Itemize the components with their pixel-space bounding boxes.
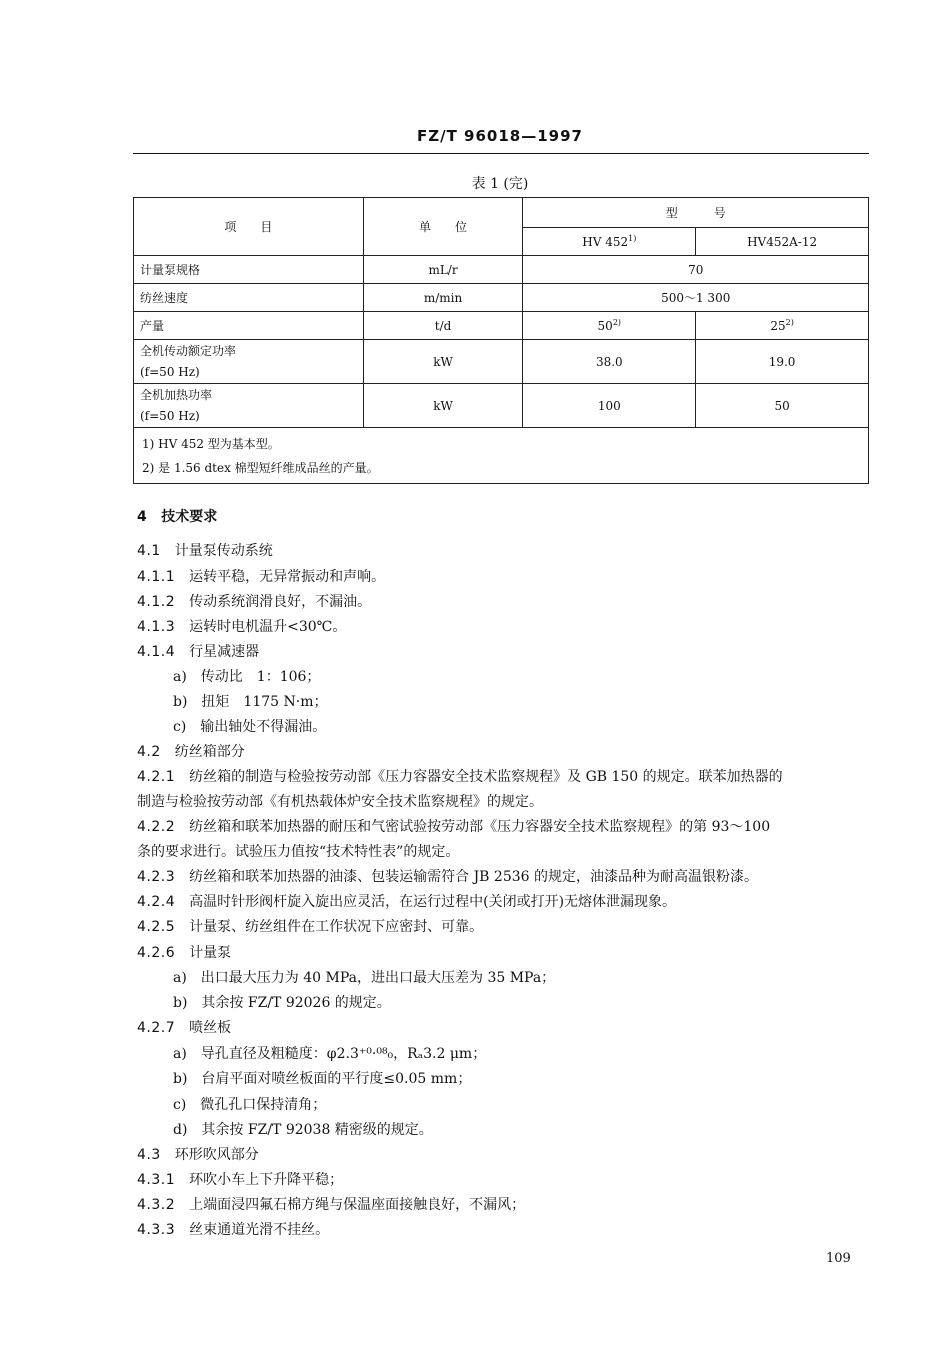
- row-label: 产量: [134, 312, 364, 340]
- footnote: 1) HV 452 型为基本型。: [142, 436, 280, 451]
- table-row: [134, 284, 869, 312]
- clause-4-2-1: 4.2.1 纺丝箱的制造与检验按劳动部《压力容器安全技术监察规程》及 GB 150 的规定。联苯加热器的: [137, 769, 783, 785]
- clause-4-1-2: 4.1.2 传动系统润滑良好，不漏油。: [137, 594, 372, 610]
- header-item: 项 目: [134, 198, 364, 256]
- row-unit: mL/r: [363, 256, 523, 284]
- row-value-a: 100: [523, 384, 696, 428]
- table-row: [134, 340, 869, 384]
- list-item: b) 扭矩 1175 N·m；: [173, 694, 328, 710]
- header-model: 型 号: [523, 198, 869, 228]
- list-item: b) 其余按 FZ/T 92026 的规定。: [173, 995, 391, 1011]
- row-value: 70: [523, 256, 869, 284]
- clause-4-1-4: 4.1.4 行星减速器: [137, 644, 260, 660]
- row-unit: kW: [363, 384, 523, 428]
- row-value-b: 25$^{2)}$: [696, 312, 869, 340]
- table-row: [134, 312, 869, 340]
- clause-4-2-6: 4.2.6 计量泵: [137, 945, 232, 961]
- row-label: 纺丝速度: [134, 284, 364, 312]
- standard-code-header: FZ/T 96018—1997: [417, 127, 583, 145]
- row-label: 计量泵规格: [134, 256, 364, 284]
- row-unit: m/min: [363, 284, 523, 312]
- list-item: b) 台肩平面对喷丝板面的平行度≤0.05 mm；: [173, 1071, 472, 1087]
- row-label: 全机加热功率 (f=50 Hz): [134, 384, 364, 428]
- table-row: [134, 256, 869, 284]
- clause-4-2-7: 4.2.7 喷丝板: [137, 1020, 232, 1036]
- header-model-a: HV 452$^{1)}$: [523, 228, 696, 256]
- list-item: a) 出口最大压力为 40 MPa，进出口最大压差为 35 MPa；: [173, 970, 556, 986]
- clause-4-3: 4.3 环形吹风部分: [137, 1147, 259, 1163]
- clause-4-3-1: 4.3.1 环吹小车上下升降平稳；: [137, 1172, 344, 1188]
- clause-4-1: 4.1 计量泵传动系统: [137, 543, 273, 559]
- row-value-b: 19.0: [696, 340, 869, 384]
- footnote: 2) 是 1.56 dtex 棉型短纤维成品丝的产量。: [142, 460, 379, 475]
- clause-4-2-4: 4.2.4 高温时针形阀杆旋入旋出应灵活，在运行过程中(关闭或打开)无熔体泄漏现象。: [137, 894, 677, 910]
- row-unit: kW: [363, 340, 523, 384]
- clause-4-2-1-cont: 制造与检验按劳动部《有机热载体炉安全技术监察规程》的规定。: [137, 794, 543, 810]
- row-unit: t/d: [363, 312, 523, 340]
- list-item: c) 微孔孔口保持清角；: [173, 1097, 327, 1113]
- row-value-b: 50: [696, 384, 869, 428]
- row-value-a: 50$^{2)}$: [523, 312, 696, 340]
- clause-4-3-3: 4.3.3 丝束通道光滑不挂丝。: [137, 1222, 330, 1238]
- table-footnotes: [134, 428, 869, 484]
- list-item: c) 输出轴处不得漏油。: [173, 719, 327, 735]
- header-unit: 单 位: [363, 198, 523, 256]
- row-label: 全机传动额定功率 (f=50 Hz): [134, 340, 364, 384]
- clause-4-2: 4.2 纺丝箱部分: [137, 744, 245, 760]
- header-rule: [133, 153, 869, 154]
- table-row: [134, 384, 869, 428]
- section-4: 4 技术要求: [137, 509, 218, 525]
- row-value-a: 38.0: [523, 340, 696, 384]
- clause-4-1-3: 4.1.3 运转时电机温升<30℃。: [137, 619, 347, 635]
- table-caption: 表 1 (完): [471, 176, 529, 192]
- spec-table: [133, 197, 869, 484]
- page-number: 109: [826, 1251, 851, 1266]
- clause-4-2-2-cont: 条的要求进行。试验压力值按“技术特性表”的规定。: [137, 844, 460, 860]
- clause-4-2-3: 4.2.3 纺丝箱和联苯加热器的油漆、包装运输需符合 JB 2536 的规定，油漆品种为耐高温银粉漆。: [137, 869, 759, 885]
- row-value: 500～1 300: [523, 284, 869, 312]
- clause-4-2-5: 4.2.5 计量泵、纺丝组件在工作状况下应密封、可靠。: [137, 919, 484, 935]
- list-item: a) 传动比 1：106；: [173, 669, 321, 685]
- list-item: d) 其余按 FZ/T 92038 精密级的规定。: [173, 1122, 433, 1138]
- clause-4-1-1: 4.1.1 运转平稳，无异常振动和声响。: [137, 569, 386, 585]
- header-model-b: HV452A-12: [696, 228, 869, 256]
- clause-4-3-2: 4.3.2 上端面浸四氟石棉方绳与保温座面接触良好，不漏风；: [137, 1197, 526, 1213]
- list-item: a) 导孔直径及粗糙度：φ2.3⁺⁰·⁰⁸₀，Rₐ3.2 μm；: [173, 1046, 487, 1062]
- clause-4-2-2: 4.2.2 纺丝箱和联苯加热器的耐压和气密试验按劳动部《压力容器安全技术监察规程》的第 93～100: [137, 819, 771, 835]
